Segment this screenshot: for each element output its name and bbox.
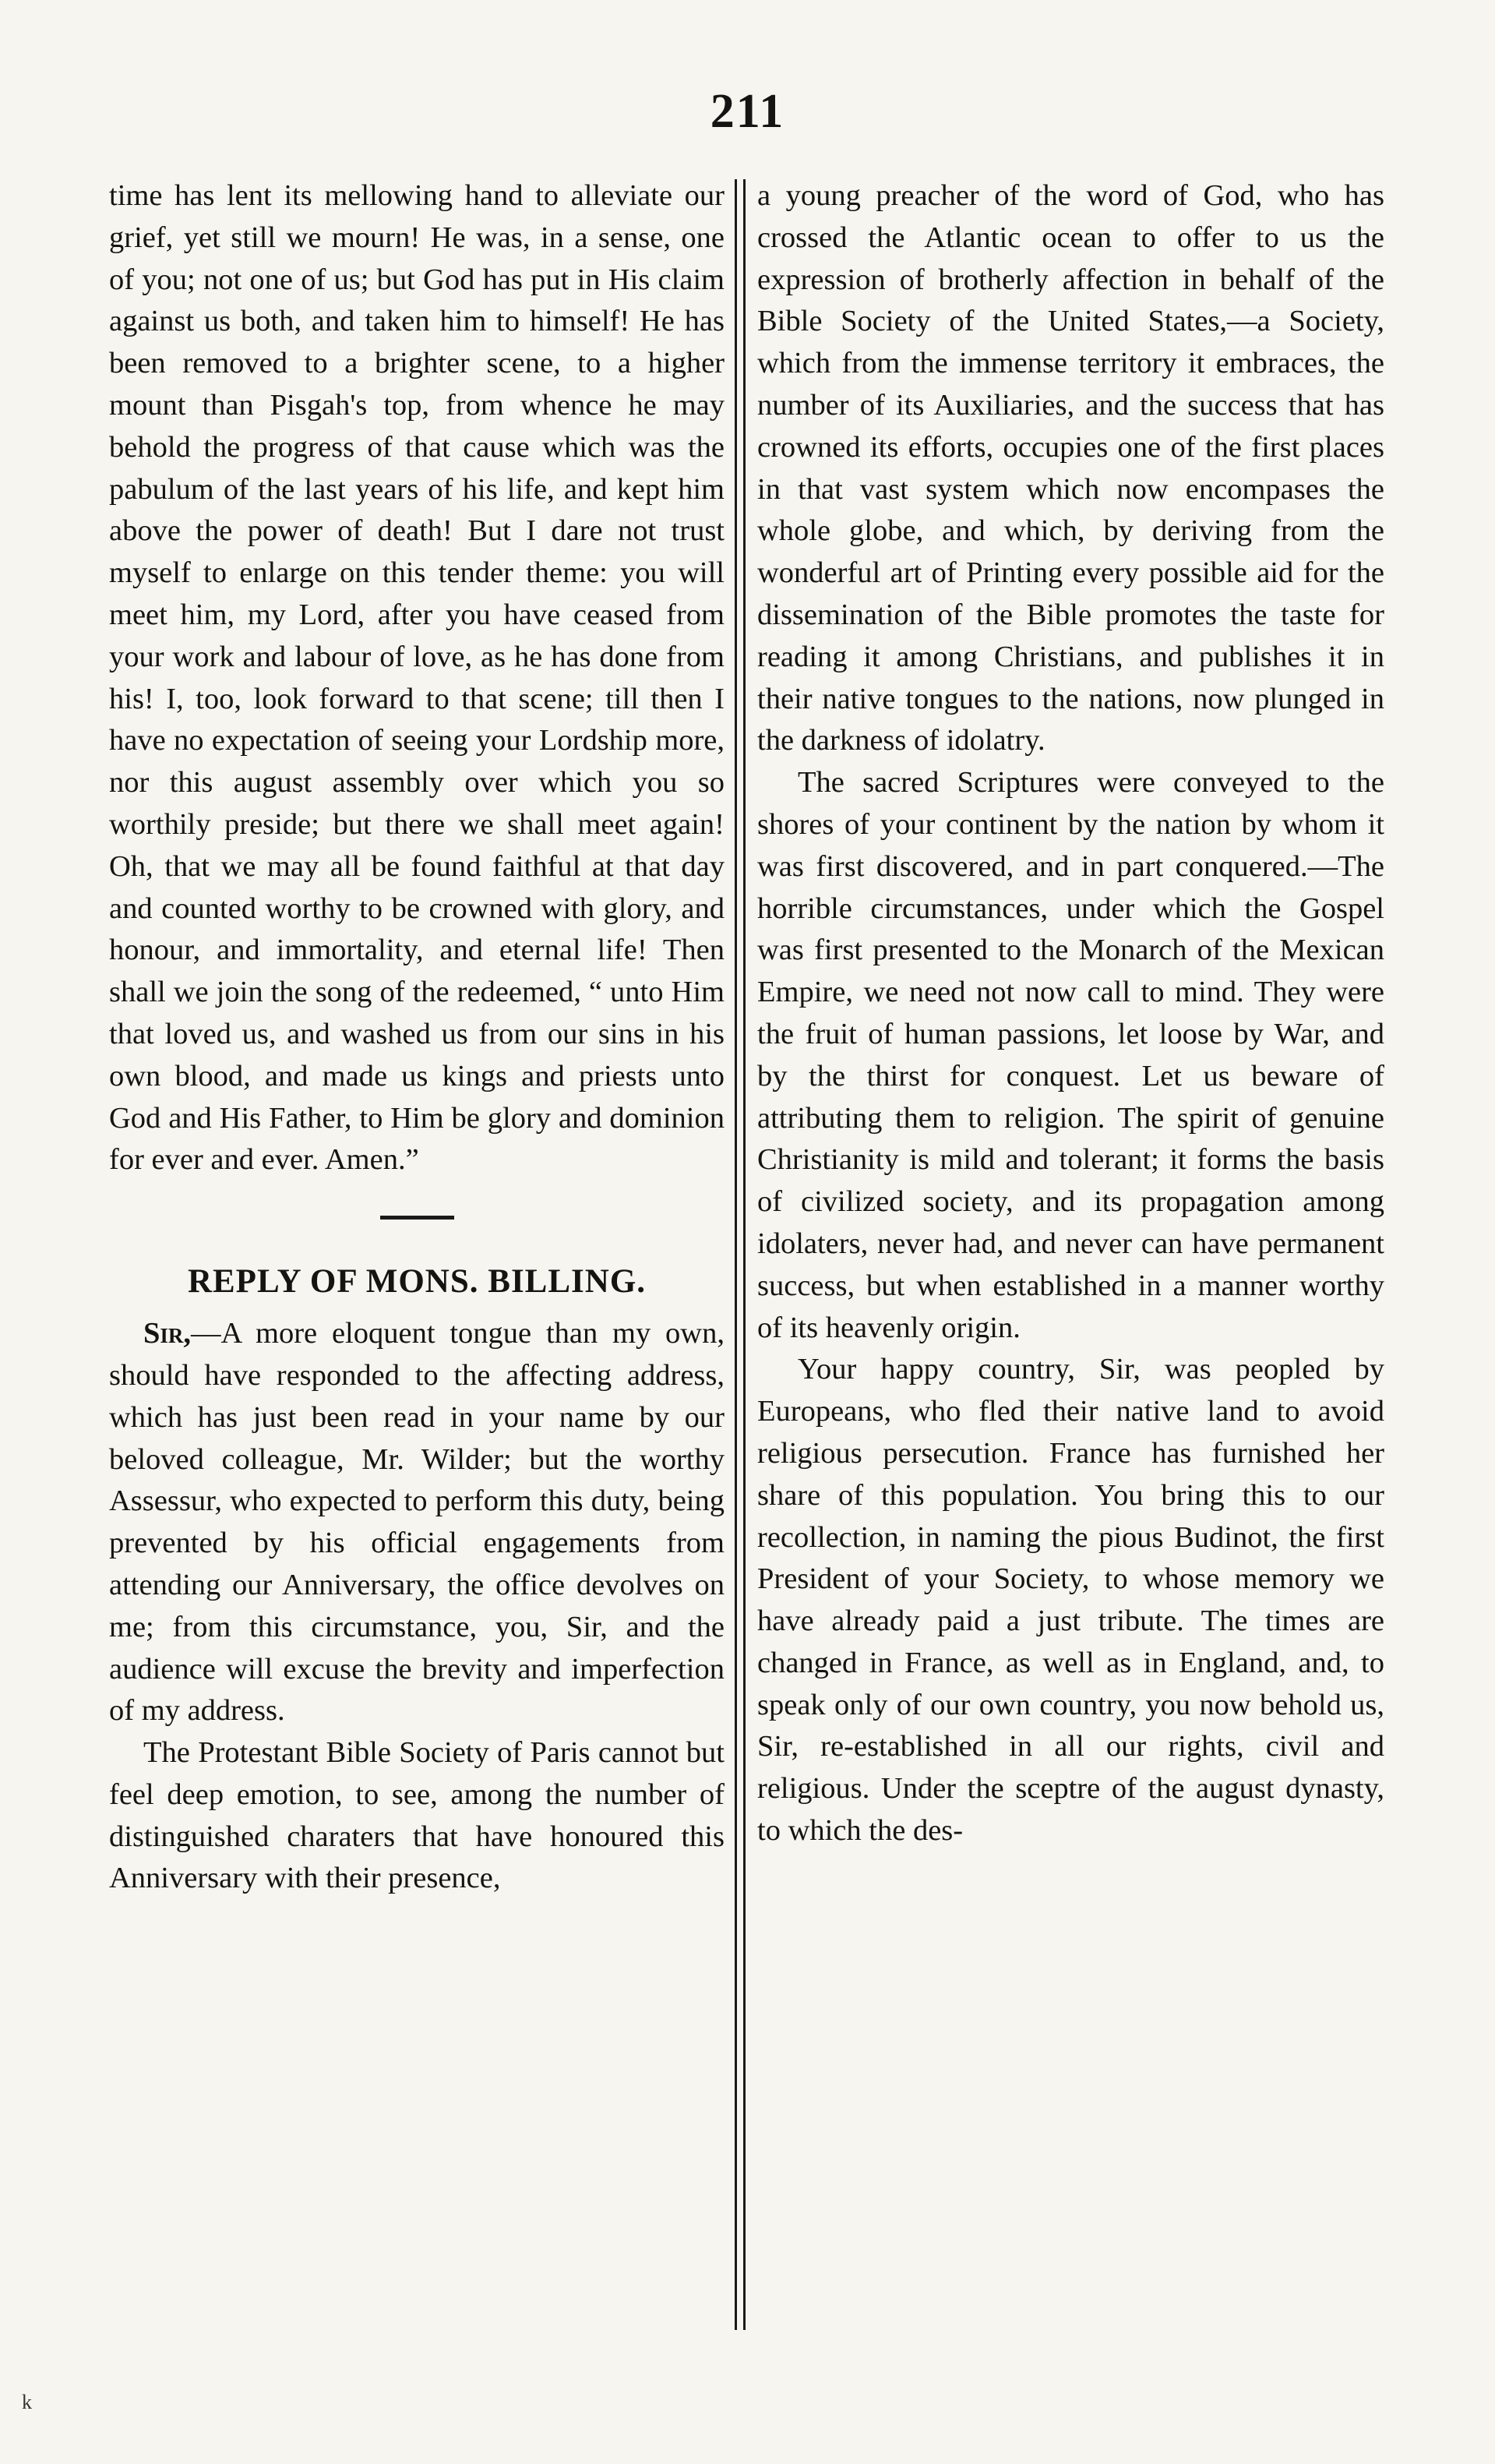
left-paragraph-2 — [109, 1313, 725, 1732]
right-column — [757, 175, 1384, 2349]
left-column — [109, 175, 725, 2349]
footer-mark: k — [22, 2391, 32, 2413]
salutation: Sir, — [143, 1317, 192, 1350]
right-paragraph-3: Your happy country, Sir, was peopled by Europeans, who fled their native land to avoid religious persecution. France has furnished her share of this population. You bring this to our recollection, in naming the pious Budinot, the first President of your Society, to whose memory we have already paid a just tribute. The times are changed in France, as well as in England, and, to speak only of our own country, you now behold us, Sir, re-established in all our rights, civil and religious. Under the sceptre of the august dynasty, to which the des- — [757, 1353, 1384, 1848]
section-heading: REPLY OF MONS. BILLING. — [187, 1263, 647, 1301]
column-divider — [735, 179, 746, 2330]
left-paragraph-1: time has lent its mellowing hand to alleviate our grief, yet still we mourn! He was, in a sense, one of you; not one of us; but God has put in His claim against us both, and taken him to himself! He has been removed to a brighter scene, to a higher mount than Pisgah's top, from whence he may behold the progress of that cause which was the pabulum of the last years of his life, and kept him above the power of death! But I dare not trust myself to enlarge on this tender theme: you will meet him, my Lord, after you have ceased from your work and labour of love, as he has done from his! I, too, look forward to that scene; till then I have no expectation of seeing your Lordship more, nor this august assembly over which you so worthily preside; but there we shall meet again! Oh, that we may all be found faithful at that day and counted worthy to be crowned with glory, and honour, and immortality, and eternal life! Then shall we join the song of the redeemed, “ unto Him that loved us, and washed us from our sins in his own blood, and made us kings and priests unto God and His Father, to Him be glory and dominion for ever and ever. Amen.” — [109, 179, 725, 1177]
right-paragraph-1: a young preacher of the word of God, who has crossed the Atlantic ocean to offer to us the expression of brotherly affection in behalf of the Bible Society of the United States,—a Society, which from the immense territory it embraces, the number of its Auxiliaries, and the success that has crowned its efforts, occupies one of the first places in that vast system which now encompases the whole globe, and which, by deriving from the wonderful art of Printing every possible aid for the dissemination of the Bible promotes the taste for reading it among Christians, and publishes it in their native tongues to the nations, now plunged in the darkness of idolatry. — [757, 179, 1384, 757]
section-divider — [380, 1216, 454, 1220]
left-paragraph-3: The Protestant Bible Society of Paris cannot but feel deep emotion, to see, among the number of distinguished charaters that have honoured this Anniversary with their presence, — [109, 1736, 725, 1895]
page-number: 211 — [710, 85, 785, 138]
right-paragraph-2: The sacred Scriptures were conveyed to the shores of your continent by the nation by whom it was first discovered, and in part conquered.—The horrible circumstances, under which the Gospel was first presented to the Monarch of the Mexican Empire, we need not now call to mind. They were the fruit of human passions, let loose by War, and by the thirst for conquest. Let us beware of attributing them to religion. The spirit of genuine Christianity is mild and tolerant; it forms the basis of civilized society, and its propagation among idolaters, never had, and never can have permanent success, but when established in a manner worthy of its heavenly origin. — [757, 766, 1384, 1344]
left-paragraph-2-text: —A more eloquent tongue than my own, should have responded to the affecting address, which has just been read in your name by our beloved colleague, Mr. Wilder; but the worthy Assessur, who expected to perform this duty, being prevented by his official engagements from attending our Anniversary, the office devolves on me; from this circumstance, you, Sir, and the audience will excuse the brevity and imperfection of my address. — [109, 1317, 725, 1728]
